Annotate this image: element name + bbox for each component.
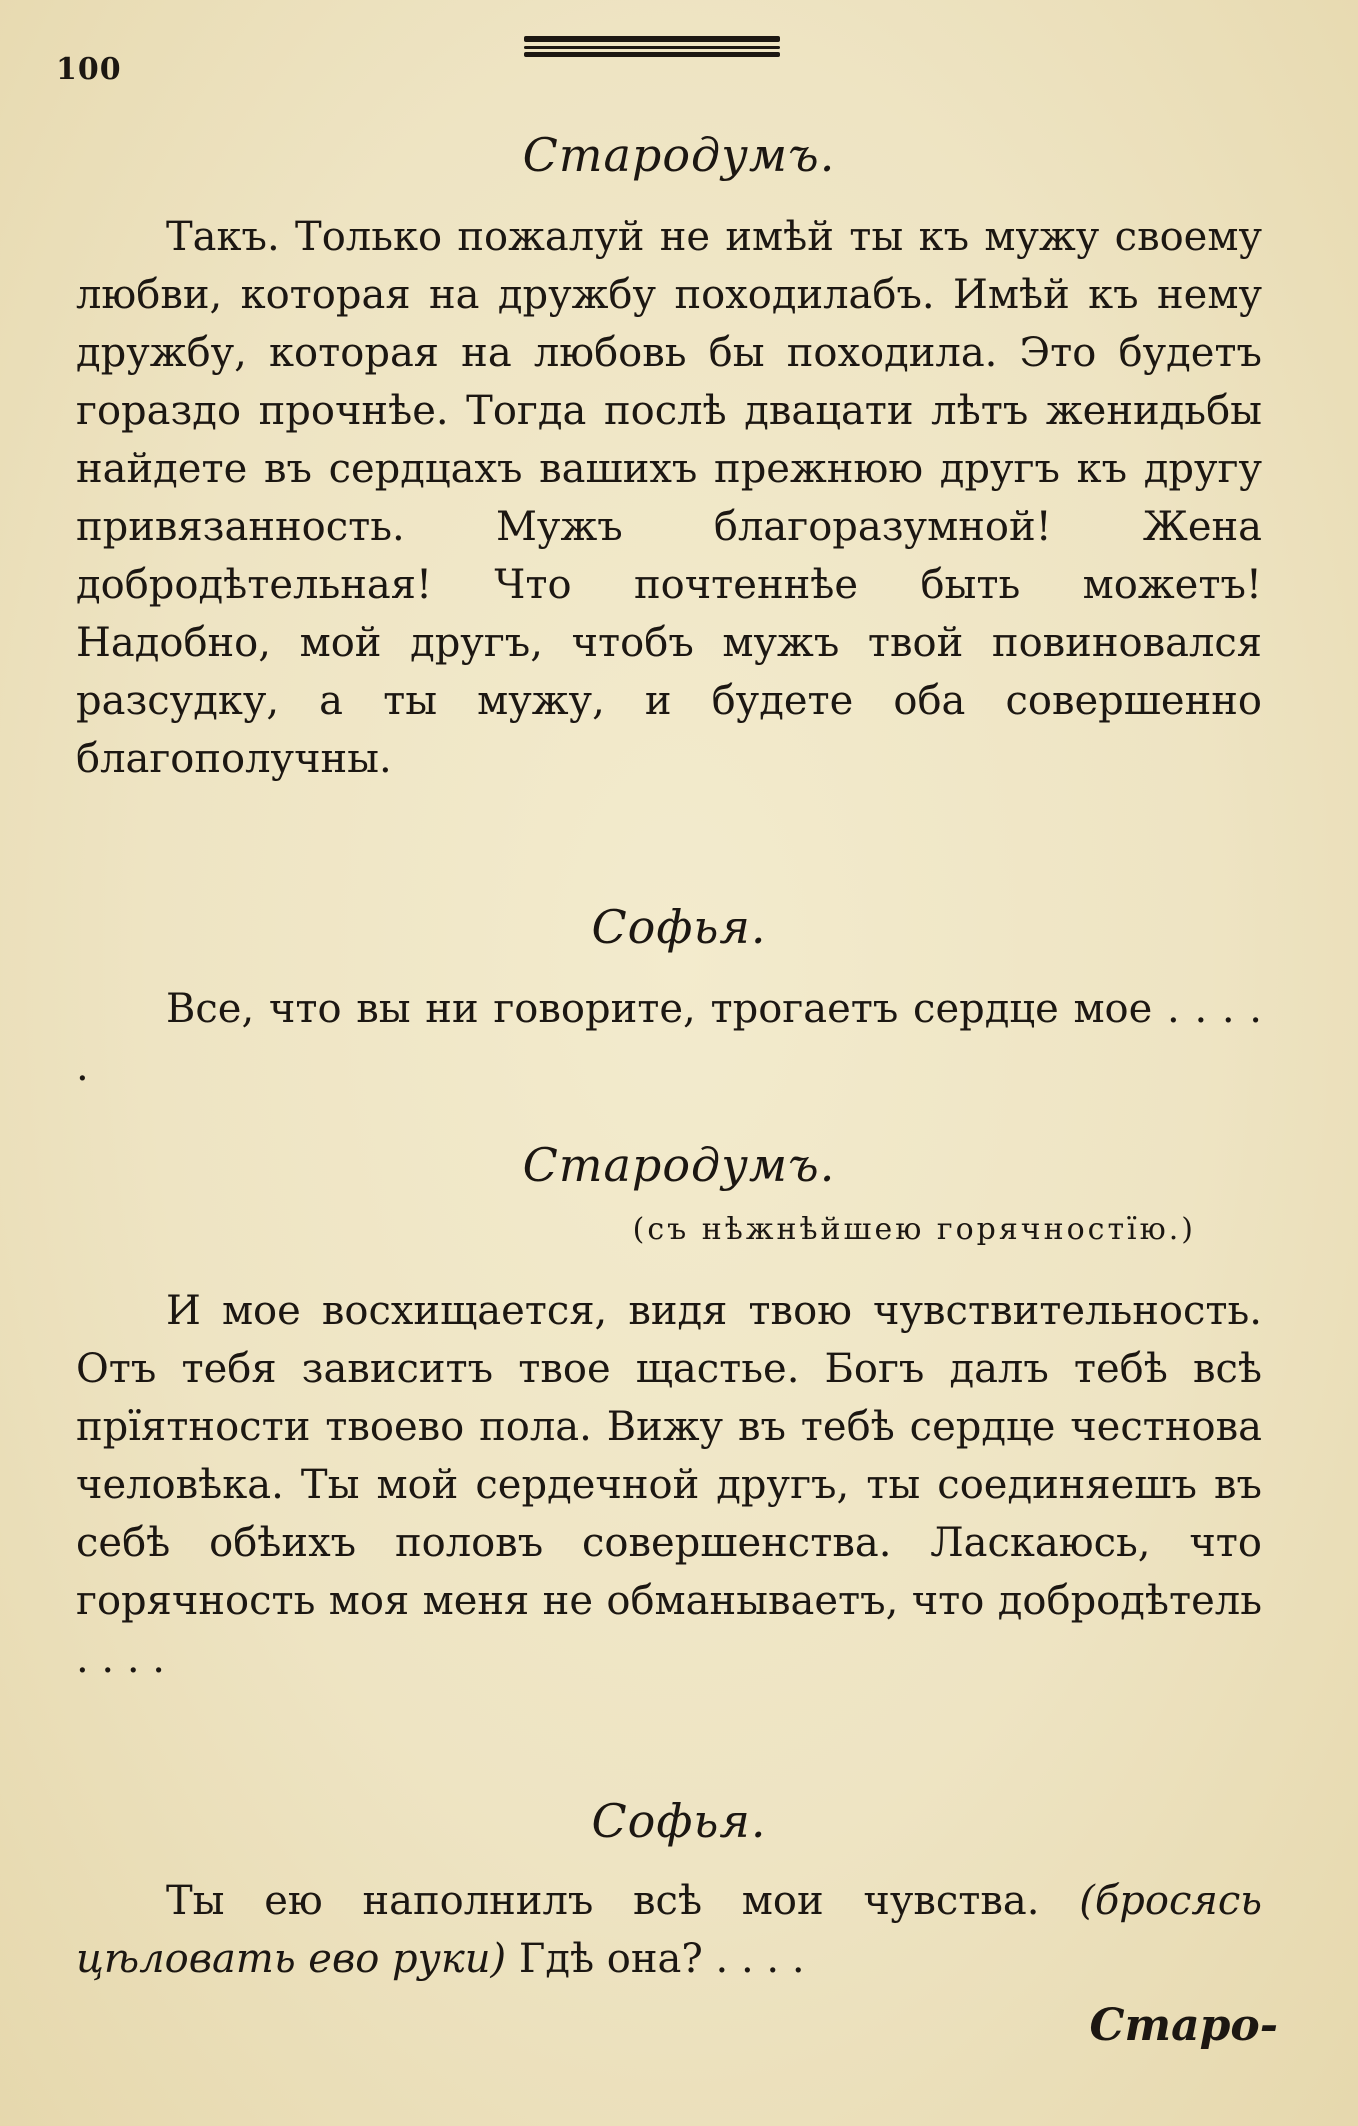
speech-text: И мое восхищается, видя твою чувствительность. Отъ тебя зависитъ твое щастье. Богъ далъ тебѣ всѣ прїятности твоево пола. Вижу въ тебѣ сердце честнова человѣка. Ты мой сердечной другъ, ты соединяешъ въ себѣ обѣихъ половъ совершенства. Ласкаюсь, что горячность моя меня не обманываетъ, что добродѣтель . . . . — [76, 1288, 1262, 1682]
header-rule-bar — [524, 46, 780, 49]
stage-direction-inline: (бросясь цѣловать ево руки) — [76, 1878, 1263, 1982]
speaker-heading-sofya: Софья. — [591, 1794, 767, 1848]
speech-text: Ты ею наполнилъ всѣ мои чувства. — [166, 1878, 1040, 1924]
stage-direction: (съ нѣжнѣйшею горячностїю.) — [632, 1212, 1196, 1247]
speech-paragraph-1 — [76, 208, 1262, 788]
speaker-heading-starodum: Стародумъ. — [522, 128, 836, 182]
speech-text: Гдѣ она? . . . . — [518, 1936, 805, 1982]
speech-text: Такъ. Только пожалуй не имѣй ты къ мужу своему любви, которая на дружбу походилабъ. Имѣй къ нему дружбу, которая на любовь бы походила. Это будетъ гораздо прочнѣе. Тогда послѣ двацати лѣтъ женидьбы найдете въ сердцахъ вашихъ прежнюю другъ къ другу привязанность. Мужъ благоразумной! Жена добродѣтельная! Что почтеннѣе быть можетъ! Надобно, мой другъ, чтобъ мужъ твой повиновался разсудку, а ты мужу, и будете оба совершенно благополучны. — [76, 214, 1262, 782]
catchword: Старо- — [1089, 2000, 1278, 2051]
speech-paragraph-2 — [76, 980, 1262, 1096]
speech-paragraph-3 — [76, 1282, 1262, 1688]
speech-paragraph-4 — [76, 1872, 1262, 1988]
speaker-heading-starodum: Стародумъ. — [522, 1138, 836, 1192]
speech-text: Все, что вы ни говорите, трогаетъ сердце мое . . . . . — [76, 986, 1262, 1090]
header-rule-bar — [524, 36, 780, 42]
page-number: 100 — [56, 52, 122, 87]
header-rule — [524, 36, 780, 58]
header-rule-bar — [524, 52, 780, 57]
speaker-heading-sofya: Софья. — [591, 900, 767, 954]
